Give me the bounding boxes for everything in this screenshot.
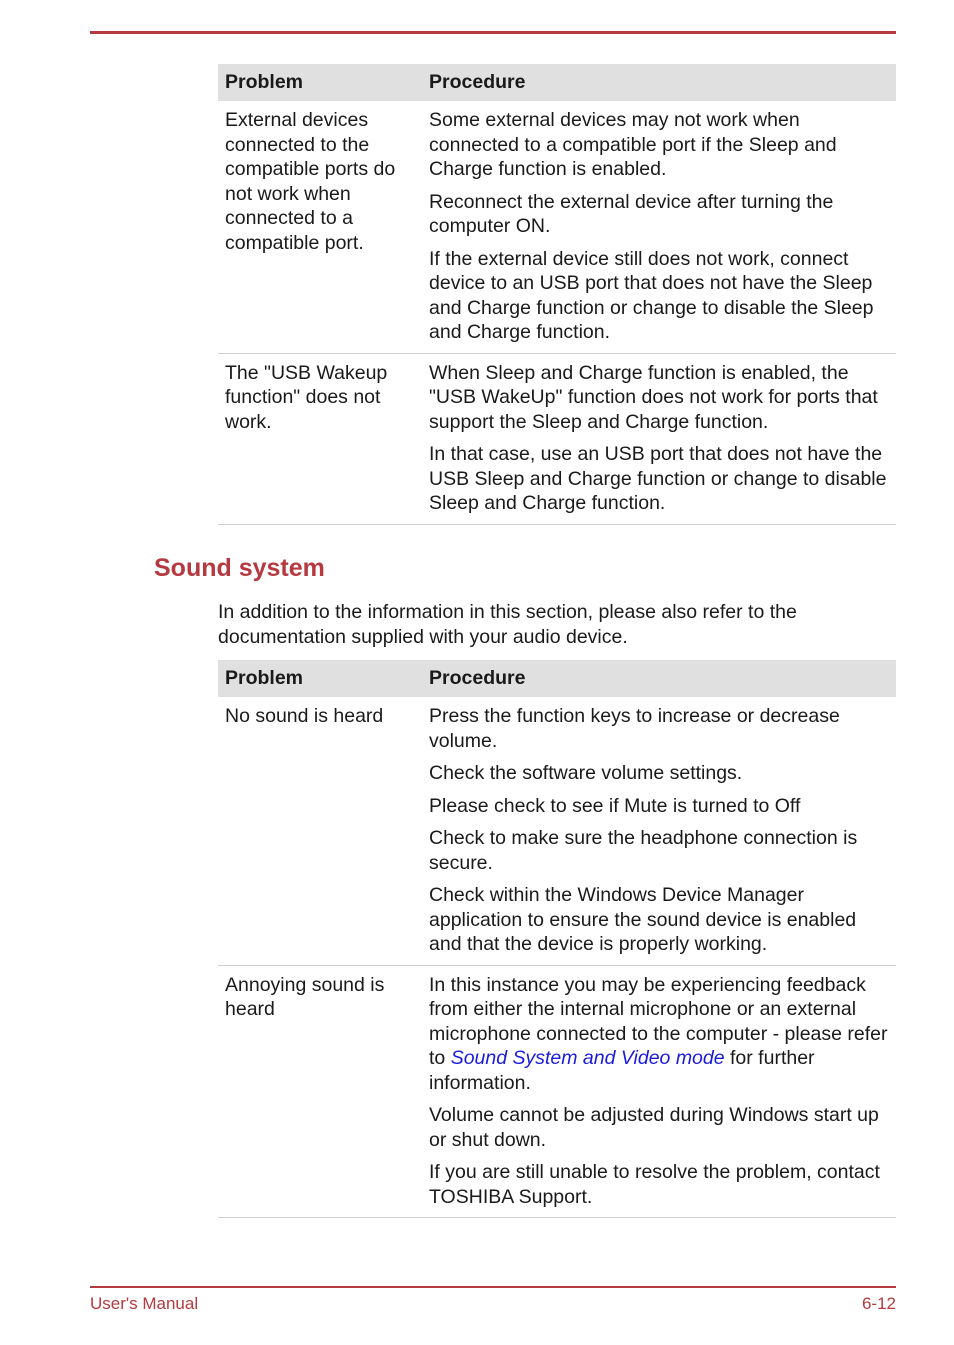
procedure-text-with-link <box>429 973 890 1096</box>
problem-cell: The "USB Wakeup function" does not work. <box>218 353 422 524</box>
table-row <box>218 101 896 353</box>
footer-manual-title: User's Manual <box>90 1294 199 1313</box>
problem-cell: Annoying sound is heard <box>218 965 422 1218</box>
bottom-rule <box>90 1286 896 1288</box>
procedure-cell <box>422 965 896 1218</box>
table-header-row <box>218 660 896 697</box>
section-heading-sound-system: Sound system <box>154 554 325 582</box>
procedure-text: In that case, use an USB port that does not have the USB Sleep and Charge function or change to disable Sleep and Charge function. <box>429 443 887 514</box>
procedure-text: Check within the Windows Device Manager application to ensure the sound device is enabled and that the device is properly working. <box>429 884 857 955</box>
procedure-text: When Sleep and Charge function is enabled, the "USB WakeUp" function does not work for ports that support the Sleep and Charge function. <box>429 361 878 433</box>
table-row <box>218 965 896 1218</box>
table-header-row <box>218 64 896 101</box>
section-intro: In addition to the information in this section, please also refer to the documentation supplied with your audio device. <box>218 601 797 648</box>
procedure-text: Please check to see if Mute is turned to Off <box>429 794 801 817</box>
procedure-text: Press the function keys to increase or decrease volume. <box>429 705 840 752</box>
procedure-cell <box>422 353 896 524</box>
table-row <box>218 353 896 524</box>
procedure-text: Reconnect the external device after turning the computer ON. <box>429 190 834 237</box>
sound-system-video-mode-link[interactable]: Sound System and Video mode <box>450 1047 725 1069</box>
header-procedure: Procedure <box>422 64 896 101</box>
top-rule <box>90 31 896 34</box>
header-problem: Problem <box>218 660 422 697</box>
troubleshooting-table-sound <box>218 660 896 1218</box>
procedure-text: If the external device still does not work, connect device to an USB port that does not have the Sleep and Charge function or change to disable the Sleep and Charge function. <box>429 247 874 343</box>
problem-cell: No sound is heard <box>218 697 422 965</box>
footer-page-number: 6-12 <box>861 1294 896 1313</box>
procedure-text: In this instance you may be experiencing feedback from either the internal microphone or an external microphone connected to the computer - please refer to <box>429 973 888 1069</box>
procedure-text: If you are still unable to resolve the problem, contact TOSHIBA Support. <box>429 1161 880 1208</box>
header-procedure: Procedure <box>422 660 896 697</box>
procedure-text: Volume cannot be adjusted during Windows start up or shut down. <box>429 1104 879 1151</box>
header-problem: Problem <box>218 64 422 101</box>
troubleshooting-table-usb <box>218 64 896 525</box>
table-row <box>218 697 896 965</box>
problem-cell: External devices connected to the compatible ports do not work when connected to a compatible port. <box>218 101 422 353</box>
procedure-text: Check the software volume settings. <box>429 762 743 784</box>
procedure-text: Check to make sure the headphone connection is secure. <box>429 827 858 874</box>
procedure-text: Some external devices may not work when connected to a compatible port if the Sleep and Charge function is enabled. <box>429 109 837 180</box>
procedure-cell <box>422 697 896 965</box>
procedure-text: for further information. <box>429 1047 815 1094</box>
procedure-cell <box>422 101 896 353</box>
